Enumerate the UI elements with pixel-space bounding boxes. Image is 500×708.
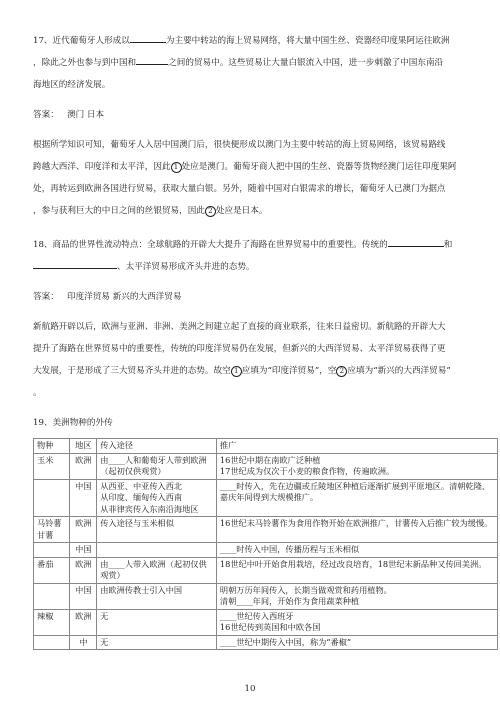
q17-text: 为主要中转站的海上贸易网络，将大量中国生丝、瓷器经印度果阿运往欧洲 <box>165 36 450 46</box>
spread-cell: 16世纪末马铃薯作为食用作物开始在欧洲推广，甘薯传入后推广较为缓慢。 <box>216 517 497 543</box>
q17-text: ，除此之外也参与到中国和 <box>33 58 137 68</box>
q18-text: 18、商品的世界性流动特点：全球航路的开辟大大提升了海路在世界贸易中的重要性。传统的 <box>33 240 388 250</box>
answer-text: 印度洋贸易 新兴的大西洋贸易 <box>67 292 182 302</box>
route-cell: 无 <box>97 635 217 650</box>
spread-cell: ____世纪传入西班牙 16世纪传到英国和中欧各国 <box>216 609 497 635</box>
region-cell: 中国 <box>70 543 97 558</box>
q18-text: 和 <box>443 240 453 250</box>
route-cell: 无 <box>97 609 217 635</box>
route-cell: 从西亚、中亚传入西北 从印度、缅甸传入西南 从菲律宾传入东南沿海地区 <box>97 479 217 517</box>
answer-label: 答案： <box>33 292 59 302</box>
table-header-row <box>34 439 498 454</box>
q18-line1 <box>33 234 470 256</box>
q17-line2 <box>33 52 470 74</box>
q17-text: 17、近代葡萄牙人形成以 <box>33 36 130 46</box>
exp-text: ，参与获利巨大的中日之间的丝银贸易，因此 <box>33 206 205 216</box>
region-cell: 欧洲 <box>70 453 97 479</box>
circled-number: 1 <box>171 162 182 173</box>
species-cell: 番茄 <box>34 557 70 583</box>
species-table <box>33 438 498 650</box>
q17-line1 <box>33 30 470 52</box>
spread-cell: ____时传入中国，传播历程与玉米相似 <box>216 543 497 558</box>
header-cell: 地区 <box>70 439 97 454</box>
route-cell: 由____人和葡萄牙人带到欧洲（起初仅供观赏） <box>97 453 217 479</box>
exp-text: 应填为“新兴的大西洋贸易” <box>347 366 451 376</box>
species-cell: 辣椒 <box>34 609 70 635</box>
header-cell: 传入途径 <box>97 439 217 454</box>
q17-exp2 <box>33 156 470 178</box>
q18-exp4: 。 <box>33 388 42 398</box>
region-cell: 中国 <box>70 479 97 517</box>
table-row <box>34 543 498 558</box>
region-cell: 欧洲 <box>70 609 97 635</box>
region-cell: 欧洲 <box>70 517 97 543</box>
header-cell: 物种 <box>34 439 70 454</box>
blank <box>130 33 166 43</box>
answer-text: 澳门 日本 <box>67 110 105 120</box>
q17-line3: 海地区的经济发展。 <box>33 80 111 90</box>
page-number: 10 <box>244 684 256 694</box>
route-cell <box>97 543 217 558</box>
exp-text: 处应是日本。 <box>215 206 268 216</box>
header-cell: 推广 <box>216 439 497 454</box>
table-row <box>34 583 498 609</box>
q18-exp1: 新航路开辟以后，欧洲与亚洲、非洲、美洲之间建立起了直接的商业联系，往来日益密切。新航路的开辟大大 <box>33 322 446 332</box>
spread-cell: 18世纪中叶开始食用栽培，经过改良培育，18世纪末新品种又传回美洲。 <box>216 557 497 583</box>
region-cell: 中国 <box>70 583 97 609</box>
species-cell <box>34 635 70 650</box>
spread-cell: 明朝万历年间传入，长期当做观赏和药用植物。 清朝____年间，开始作为食用蔬菜种植 <box>216 583 497 609</box>
exp-text: 处应是澳门。葡萄牙商人把中国的生丝、瓷器等货物经澳门运往印度果阿 <box>181 162 457 172</box>
q17-answer <box>33 104 470 126</box>
q17-exp1: 根据所学知识可知，葡萄牙人入居中国澳门后，很快便形成以澳门为主要中转站的海上贸易网络，该贸易路线 <box>33 140 446 150</box>
species-cell: 马铃薯甘薯 <box>34 517 70 543</box>
table-row <box>34 557 498 583</box>
q18-exp2: 提升了海路在世界贸易中的重要性，传统的印度洋贸易仍在发展，但新兴的大西洋贸易、太平洋贸易获得了更 <box>33 344 446 354</box>
species-cell <box>34 583 70 609</box>
species-cell <box>34 543 70 558</box>
species-cell: 玉米 <box>34 453 70 479</box>
q18-exp3 <box>33 360 470 382</box>
table-row <box>34 453 498 479</box>
spread-cell: 16世纪中期在南欧广泛种植 17世纪成为仅次于小麦的粮食作物，传遍欧洲。 <box>216 453 497 479</box>
route-cell: 由____人带入欧洲（起初仅供观赏） <box>97 557 217 583</box>
q17-text: 之间的贸易中。这些贸易让大量白银流入中国，进一步刺激了中国东南沿 <box>168 58 444 68</box>
blank <box>33 259 117 269</box>
q17-exp4 <box>33 200 470 222</box>
q18-answer <box>33 286 470 308</box>
route-cell: 由欧洲传教士引入中国 <box>97 583 217 609</box>
blank <box>136 55 168 65</box>
circled-number: 1 <box>231 366 242 377</box>
q18-line2 <box>33 256 470 278</box>
circled-number: 2 <box>336 366 347 377</box>
answer-label: 答案： <box>33 110 59 120</box>
table-row <box>34 635 498 650</box>
q17-exp3: 处，再转运到欧洲各国进行贸易，获取大量白银。另外，随着中国对白银需求的增长，葡萄牙人已澳门为据点 <box>33 184 446 194</box>
table-row <box>34 517 498 543</box>
species-cell <box>34 479 70 517</box>
route-cell: 传入途径与玉米相似 <box>97 517 217 543</box>
region-cell: 中 <box>70 635 97 650</box>
exp-text: 应填为“印度洋贸易”，空 <box>241 366 337 376</box>
exp-text: 大发展，于是形成了三大贸易齐头并进的态势。故空 <box>33 366 231 376</box>
spread-cell: ____时传入，先在边疆或丘陵地区种植后逐渐扩展到平原地区。清朝乾隆、嘉庆年间得到大规模推广。 <box>216 479 497 517</box>
blank <box>388 237 444 247</box>
q19-title: 19、美洲物种的外传 <box>33 418 113 428</box>
exp-text: 跨越大西洋、印度洋和太平洋，因此 <box>33 162 171 172</box>
circled-number: 2 <box>205 206 216 217</box>
table-row <box>34 479 498 517</box>
region-cell: 欧洲 <box>70 557 97 583</box>
spread-cell: ____世纪中期传入中国，称为“番椒” <box>216 635 497 650</box>
table-row <box>34 609 498 635</box>
q18-text: 、太平洋贸易形成齐头并进的态势。 <box>117 262 255 272</box>
